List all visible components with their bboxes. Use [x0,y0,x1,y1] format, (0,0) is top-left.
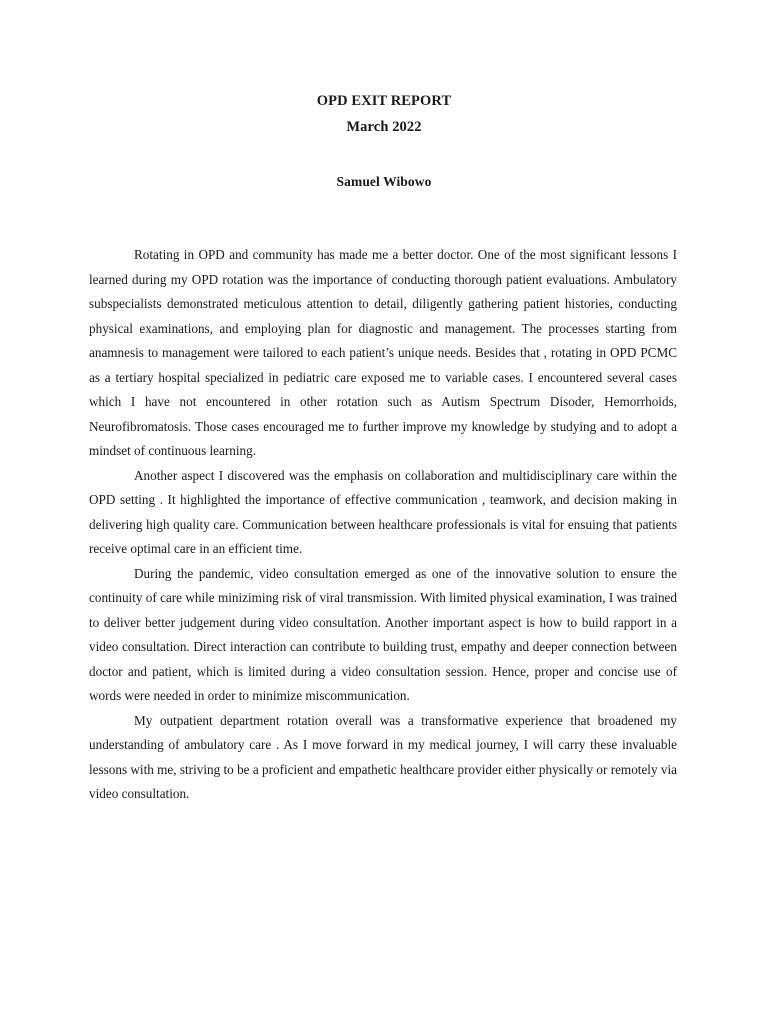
report-title: OPD EXIT REPORT [316,93,452,109]
report-date: March 2022 [346,119,422,135]
paragraph: During the pandemic, video consultation emerged as one of the innovative solution to ensure the continuity of care while miniziming risk of viral transmission. With limited physical examination, I was trained to deliver better judgement during video consultation. Another important aspect is how to build rapport in a video consultation. Direct interaction can contribute to building trust, empathy and deeper connection between doctor and patient, which is limited during a video consultation session. Hence, proper and concise use of words were needed in order to minimize miscommunication. [89,565,677,703]
report-author: Samuel Wibowo [336,174,432,189]
report-body [89,243,677,807]
paragraph: Another aspect I discovered was the emphasis on collaboration and multidisciplinary care within the OPD setting . It highlighted the importance of effective communication , teamwork, and decision making in delivering high quality care. Communication between healthcare professionals is vital for ensuing that patients receive optimal care in an efficient time. [89,467,677,556]
paragraph: My outpatient department rotation overall was a transformative experience that broadened my understanding of ambulatory care . As I move forward in my medical journey, I will carry these invaluable lessons with me, striving to be a proficient and empathetic healthcare provider either physically or remotely via video consultation. [89,712,677,801]
paragraph: Rotating in OPD and community has made me a better doctor. One of the most significant lessons I learned during my OPD rotation was the importance of conducting thorough patient evaluations. Ambulatory subspecialists demonstrated meticulous attention to detail, diligently gathering patient histories, conducting physical examinations, and employing plan for diagnostic and management. The processes starting from anamnesis to management were tailored to each patient’s unique needs. Besides that , rotating in OPD PCMC as a tertiary hospital specialized in pediatric care exposed me to variable cases. I encountered several cases which I have not encountered in other rotation such as Autism Spectrum Disoder, Hemorrhoids, Neurofibromatosis. Those cases encouraged me to further improve my knowledge by studying and to adopt a mindset of continuous learning. [89,247,677,458]
